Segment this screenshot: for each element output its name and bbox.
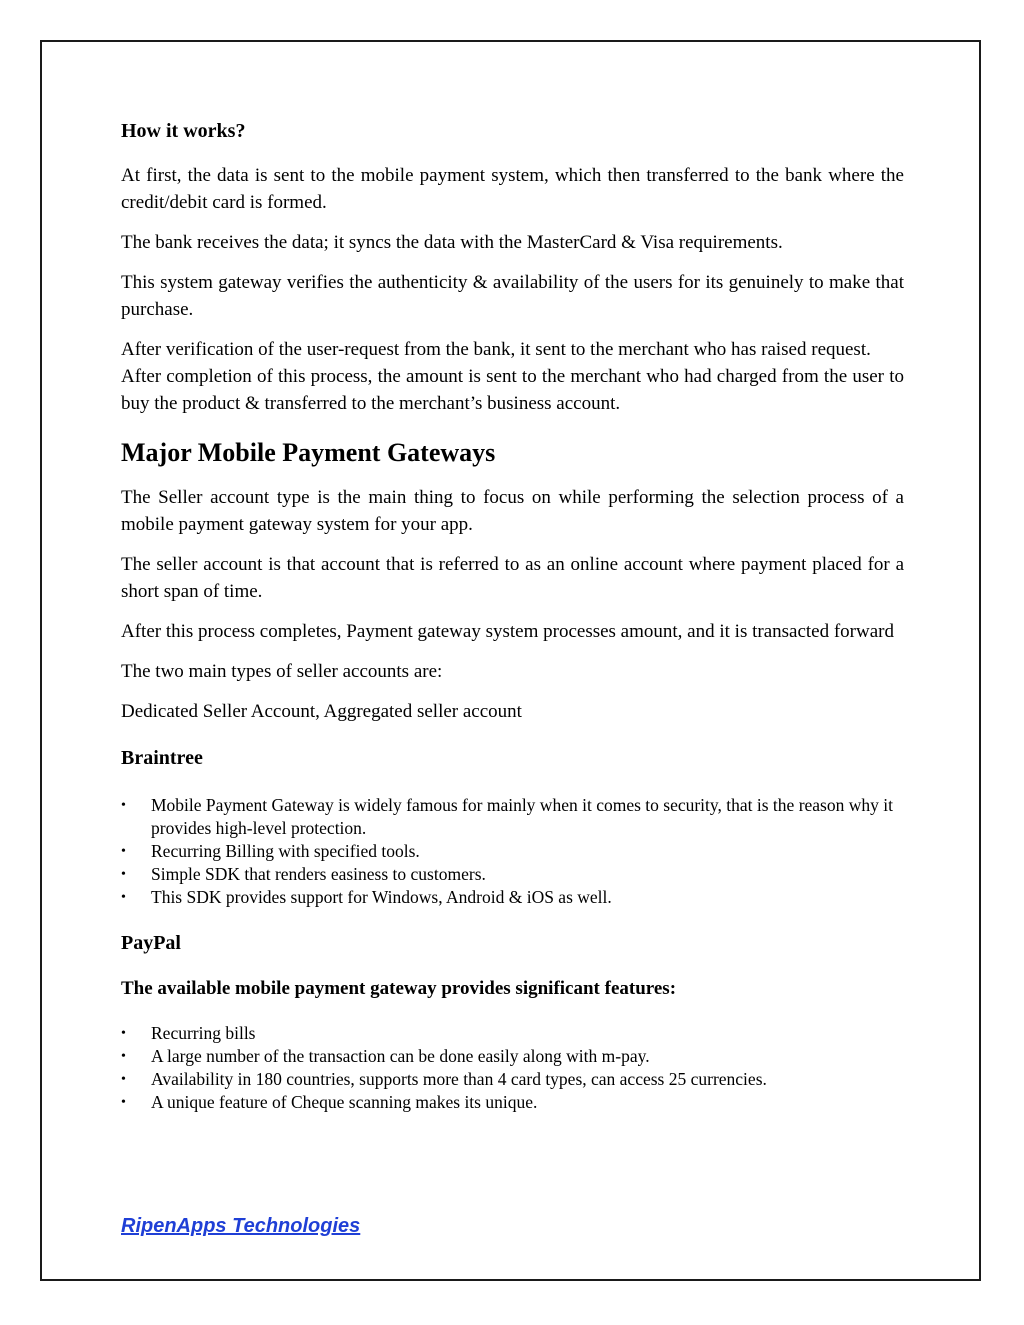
list-item: • A large number of the transaction can be done easily along with m-pay. <box>121 1046 650 1066</box>
braintree-heading: Braintree <box>121 747 203 769</box>
paragraph: The Seller account type is the main thing to focus on while performing the selection process of a mobile payment gateway system for your app. <box>121 487 904 535</box>
list-item: • Simple SDK that renders easiness to customers. <box>121 864 486 884</box>
list-item: • This SDK provides support for Windows, Android & iOS as well. <box>121 887 612 907</box>
bullet-icon: • <box>121 1095 126 1110</box>
paragraph: This system gateway verifies the authenticity & availability of the users for its genuinely to make that purchase. <box>121 272 904 320</box>
bullet-icon: • <box>121 1072 126 1087</box>
paragraph: The bank receives the data; it syncs the data with the MasterCard & Visa requirements. <box>121 232 783 253</box>
list-item: • Availability in 180 countries, supports more than 4 card types, can access 25 currencies. <box>121 1069 767 1089</box>
paragraph: After verification of the user-request from the bank, it sent to the merchant who has raised request. <box>121 339 871 360</box>
paragraph: After this process completes, Payment gateway system processes amount, and it is transacted forward <box>121 621 894 642</box>
paragraph: After completion of this process, the amount is sent to the merchant who had charged from the user to buy the product & transferred to the merchant’s business account. <box>121 366 904 414</box>
document-body <box>121 118 904 1135</box>
paypal-feature-list <box>121 1022 904 1114</box>
braintree-feature-list <box>121 794 904 909</box>
how-it-works-heading: How it works? <box>121 120 246 142</box>
bullet-icon: • <box>121 1026 126 1041</box>
list-item: • Recurring bills <box>121 1023 256 1043</box>
paragraph: The two main types of seller accounts are: <box>121 661 443 682</box>
bullet-icon: • <box>121 798 126 813</box>
major-gateways-heading: Major Mobile Payment Gateways <box>121 438 496 467</box>
paragraph: At first, the data is sent to the mobile payment system, which then transferred to the bank where the credit/debit card is formed. <box>121 165 904 213</box>
bullet-icon: • <box>121 867 126 882</box>
bullet-icon: • <box>121 890 126 905</box>
ripenapps-footer-link[interactable]: RipenApps Technologies <box>121 1215 361 1237</box>
bullet-icon: • <box>121 1049 126 1064</box>
list-item: • Mobile Payment Gateway is widely famous for mainly when it comes to security, that is the reason why it provides high-level protection. <box>121 795 893 838</box>
list-item: • A unique feature of Cheque scanning makes its unique. <box>121 1092 538 1112</box>
paragraph: Dedicated Seller Account, Aggregated seller account <box>121 701 522 722</box>
bullet-icon: • <box>121 844 126 859</box>
paypal-heading: PayPal <box>121 932 181 954</box>
paragraph: The seller account is that account that is referred to as an online account where payment placed for a short span of time. <box>121 554 904 602</box>
paypal-intro: The available mobile payment gateway provides significant features: <box>121 978 677 999</box>
list-item: • Recurring Billing with specified tools. <box>121 841 420 861</box>
